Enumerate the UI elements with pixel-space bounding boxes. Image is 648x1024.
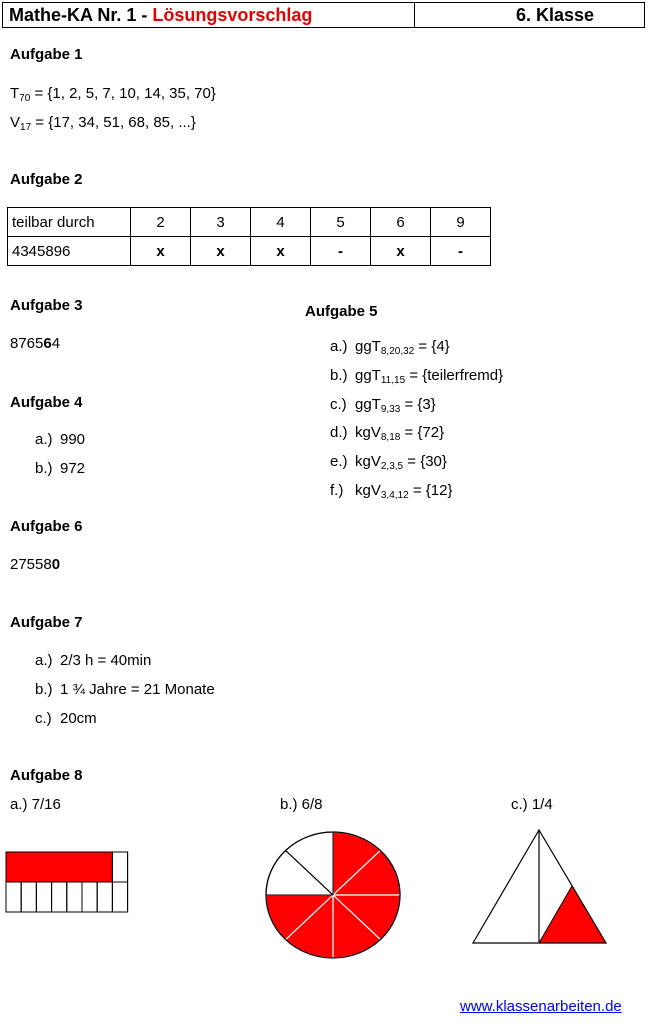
item-label: c.) [35, 710, 52, 727]
item-value: 20cm [60, 710, 97, 727]
task-7-title: Aufgabe 7 [10, 614, 83, 631]
item-label: a.) [330, 338, 348, 355]
fraction-circle [258, 825, 408, 965]
answer-digit: 6 [43, 335, 52, 352]
table-cell: x [191, 237, 251, 266]
fraction-cell [6, 852, 21, 882]
item-value: = {12} [408, 482, 453, 499]
task-5-title: Aufgabe 5 [305, 303, 378, 320]
task-2-title: Aufgabe 2 [10, 171, 83, 188]
item-symbol: kgV [355, 453, 381, 470]
table-cell: 4 [251, 208, 311, 237]
list-item [330, 338, 450, 357]
header-divider [414, 3, 415, 27]
task-1-line-1 [10, 85, 216, 104]
list-item [35, 431, 85, 448]
fraction-cell [67, 852, 82, 882]
list-item [35, 710, 97, 727]
table-cell: - [311, 237, 371, 266]
list-item [330, 367, 503, 386]
item-value: = {72} [400, 424, 445, 441]
table-cell: teilbar durch [8, 208, 131, 237]
set-values: = {1, 2, 5, 7, 10, 14, 35, 70} [30, 85, 216, 102]
set-symbol: T [10, 85, 20, 102]
set-subscript: 17 [20, 122, 32, 133]
task-1-line-2 [10, 114, 196, 133]
fraction-cell [52, 852, 67, 882]
task-8-title: Aufgabe 8 [10, 767, 83, 784]
item-value: 990 [60, 431, 86, 448]
fraction-cell [112, 852, 127, 882]
item-subscript: 9,33 [380, 404, 401, 415]
table-cell: - [431, 237, 491, 266]
answer-text: 8765 [10, 335, 44, 352]
fraction-label-a: a.) 7/16 [10, 796, 61, 813]
task-4-title: Aufgabe 4 [10, 394, 83, 411]
table-cell: 3 [191, 208, 251, 237]
title-highlight: Lösungsvorschlag [152, 5, 313, 25]
fraction-rectangle-grid [0, 845, 140, 920]
item-label: d.) [330, 424, 348, 441]
fraction-cell [112, 882, 127, 912]
fraction-label-b: b.) 6/8 [280, 796, 323, 813]
item-label: b.) [35, 681, 53, 698]
task-3-title: Aufgabe 3 [10, 297, 83, 314]
list-item [330, 396, 436, 415]
item-value: 2/3 h = 40min [60, 652, 152, 669]
item-value: = {30} [403, 453, 447, 470]
table-header-row [8, 208, 491, 237]
set-values: = {17, 34, 51, 68, 85, ...} [31, 114, 196, 131]
item-label: b.) [330, 367, 348, 384]
list-item [330, 424, 444, 443]
fraction-cell [21, 882, 36, 912]
fraction-cell [36, 852, 51, 882]
item-subscript: 8,18 [380, 432, 401, 443]
table-cell: 4345896 [8, 237, 131, 266]
item-label: e.) [330, 453, 348, 470]
fraction-cell [21, 852, 36, 882]
table-cell: 5 [311, 208, 371, 237]
task-3-answer [10, 335, 60, 352]
fraction-filled-part [539, 886, 606, 943]
item-subscript: 11,15 [380, 375, 406, 386]
footer-link[interactable]: www.klassenarbeiten.de [460, 998, 622, 1015]
fraction-cell [6, 882, 21, 912]
item-symbol: ggT [355, 367, 381, 384]
divisibility-table [7, 207, 491, 266]
item-subscript: 3,4,12 [380, 490, 409, 501]
list-item [35, 652, 151, 669]
item-subscript: 2,3,5 [380, 461, 404, 472]
fraction-cell [82, 882, 97, 912]
item-symbol: kgV [355, 482, 381, 499]
fraction-cell [67, 882, 82, 912]
list-item [330, 453, 447, 472]
fraction-cell [36, 882, 51, 912]
title-prefix: Mathe-KA Nr. 1 - [9, 5, 153, 25]
fraction-label-c: c.) 1/4 [511, 796, 553, 813]
fraction-cell [82, 852, 97, 882]
item-value: = {3} [400, 396, 436, 413]
page-title [9, 3, 312, 27]
item-label: a.) [35, 431, 53, 448]
item-symbol: kgV [355, 424, 381, 441]
item-symbol: ggT [355, 338, 381, 355]
table-cell: 6 [371, 208, 431, 237]
task-6-title: Aufgabe 6 [10, 518, 83, 535]
table-cell: x [131, 237, 191, 266]
item-value: 1 ¾ Jahre = 21 Monate [60, 681, 215, 698]
table-cell: 9 [431, 208, 491, 237]
item-value: = {teilerfremd} [405, 367, 504, 384]
table-row [8, 237, 491, 266]
list-item [35, 460, 85, 477]
grade-label: 6. Klasse [516, 5, 595, 25]
title-bar [2, 2, 645, 28]
table-cell: 2 [131, 208, 191, 237]
task-6-answer [10, 556, 60, 573]
answer-text: 4 [51, 335, 61, 352]
list-item [330, 482, 452, 501]
task-1-title: Aufgabe 1 [10, 46, 83, 63]
set-subscript: 70 [19, 93, 31, 104]
item-label: f.) [330, 482, 344, 499]
item-value: 972 [60, 460, 86, 477]
list-item [35, 681, 215, 698]
fraction-cell [52, 882, 67, 912]
table-cell: x [251, 237, 311, 266]
item-label: c.) [330, 396, 347, 413]
item-symbol: ggT [355, 396, 381, 413]
answer-digit: 0 [51, 556, 61, 573]
fraction-cell [97, 852, 112, 882]
item-subscript: 8,20,32 [380, 346, 415, 357]
item-label: a.) [35, 652, 53, 669]
item-label: b.) [35, 460, 53, 477]
set-symbol: V [10, 114, 21, 131]
fraction-triangle [465, 825, 615, 955]
answer-text: 27558 [10, 556, 52, 573]
fraction-cell [97, 882, 112, 912]
table-cell: x [371, 237, 431, 266]
item-value: = {4} [414, 338, 450, 355]
